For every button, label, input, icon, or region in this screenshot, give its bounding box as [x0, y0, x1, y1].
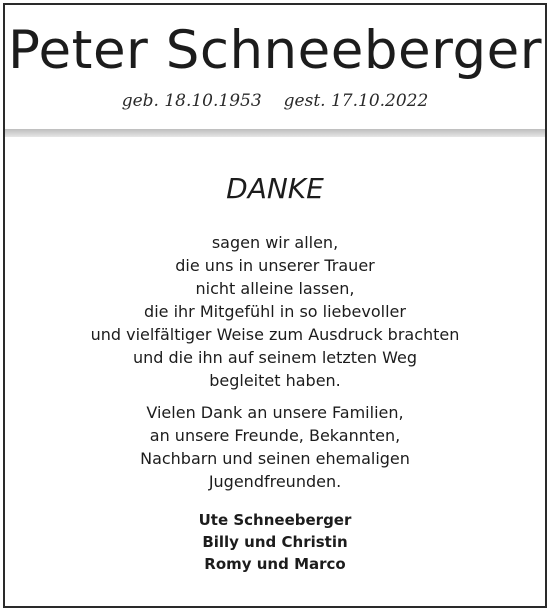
text-line: die ihr Mitgefühl in so liebevoller	[144, 302, 406, 321]
text-line: an unsere Freunde, Bekannten,	[149, 426, 401, 445]
notice-body	[5, 137, 545, 606]
birth-date: geb. 18.10.1953	[121, 91, 262, 111]
life-dates	[5, 89, 545, 113]
text-line: Nachbarn und seinen ehemaligen	[140, 449, 410, 468]
signature-line: Billy und Christin	[202, 533, 348, 551]
signatures	[5, 509, 545, 575]
header-divider	[5, 129, 545, 137]
text-line: Jugendfreunden.	[208, 472, 342, 491]
header	[5, 5, 545, 129]
text-line: und die ihn auf seinem letzten Weg	[133, 348, 417, 367]
death-date: gest. 17.10.2022	[283, 91, 429, 111]
thanks-paragraph	[5, 231, 545, 392]
text-line: Vielen Dank an unsere Familien,	[146, 403, 404, 422]
notice-heading: DANKE	[226, 172, 324, 205]
signature-line: Romy und Marco	[204, 555, 346, 573]
acknowledgement-paragraph	[5, 401, 545, 493]
text-line: und vielfältiger Weise zum Ausdruck brachten	[90, 325, 460, 344]
signature-line: Ute Schneeberger	[198, 511, 352, 529]
text-line: nicht alleine lassen,	[195, 279, 355, 298]
obituary-notice	[3, 3, 547, 608]
deceased-name: Peter Schneeberger	[7, 20, 543, 81]
text-line: die uns in unserer Trauer	[175, 256, 375, 275]
text-line: sagen wir allen,	[211, 233, 339, 252]
text-line: begleitet haben.	[209, 371, 341, 390]
